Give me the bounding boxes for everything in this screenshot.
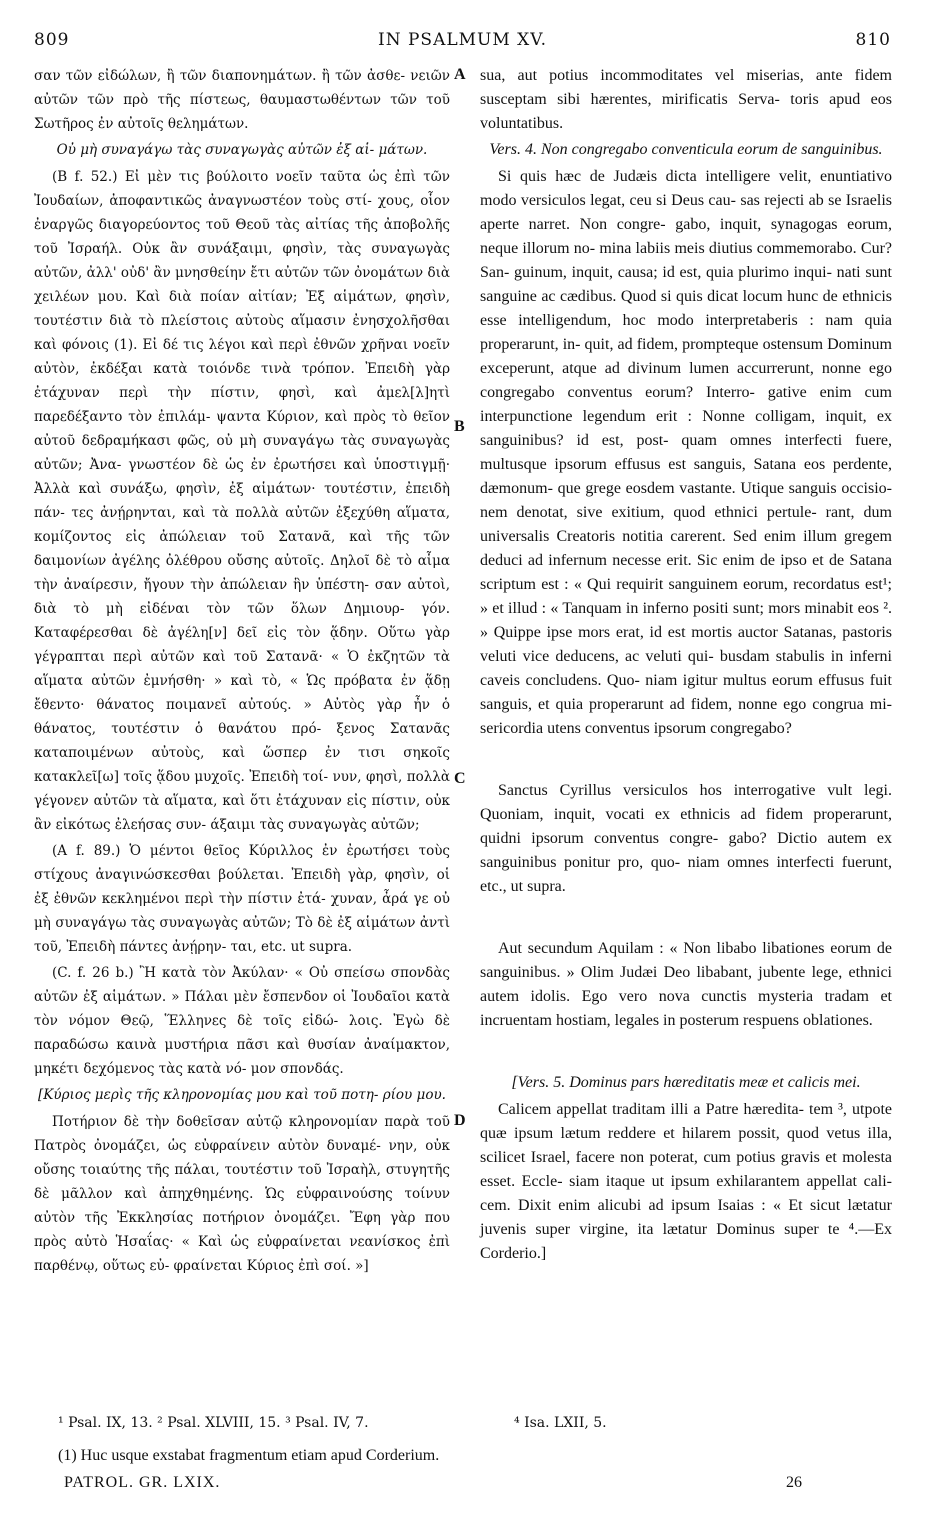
margin-marker-b: B bbox=[454, 418, 465, 435]
margin-marker-c: C bbox=[454, 770, 466, 787]
margin-marker-a: A bbox=[454, 66, 466, 83]
latin-verse-heading: Vers. 4. Non congregabo conventicula eorum de sanguinibus. bbox=[489, 141, 883, 158]
greek-column bbox=[34, 64, 450, 1280]
greek-para-3: (A f. 89.) Ὁ μέντοι θεῖος Κύριλλος ἐν ἐρωτήσει τοὺς στίχους ἀναγινώσκεσθαι βούλεται. Ἐπειδὴ γὰρ, φησὶν, οἱ ἐξ ἐθνῶν κεκλημένοι περὶ τὴν πίστιν ἐτά- χυναν, ἆρά γε οὐ μὴ συναγάγω τὰς συναγωγὰς αὐτῶν; Τὸ δὲ ἐξ αἱμάτων ἀντὶ τοῦ, Ἐπειδὴ πάντες ἀνῄρην- ται, etc. ut supra. bbox=[34, 843, 450, 955]
greek-para-4: (C. f. 26 b.) Ἢ κατὰ τὸν Ἀκύλαν· « Οὐ σπείσω σπονδὰς αὐτῶν ἐξ αἱμάτων. » Πάλαι μὲν ἔσπενδον οἱ Ἰουδαῖοι κατὰ τὸν νόμον Θεῷ, Ἕλληνες δὲ τοῖς εἰδώ- λοις. Ἐγὼ δὲ παραδώσω καινὰ μυστήρια πᾶσι καὶ θυσίαν ἀναίμακτον, μηκέτι δεχόμενος τὰς κατὰ νό- μον σπονδάς. bbox=[34, 965, 450, 1077]
latin-para-3: Sanctus Cyrillus versiculos hos interrogative vult legi. Quoniam, inquit, vocati ex ethnicis ad fidem properarunt, quidni ipsorum conventus congre- gabo? Dictio autem ex sanguinibus ponitur pro, quo- niam omnes interfecti fuerunt, etc., ut supra. bbox=[480, 782, 892, 895]
latin-verse-heading-2: [Vers. 5. Dominus pars hæreditatis meæ et calicis mei. bbox=[511, 1074, 861, 1091]
running-title: IN PSALMUM XV. bbox=[377, 30, 547, 50]
left-page-number: 809 bbox=[34, 30, 70, 50]
latin-para-5: Calicem appellat traditam illi a Patre hæredita- tem ³, utpote quæ ipsum lætum reddere et hilarem possit, quod vetus illa, scilicet Israel, facere non poterat, cum potius gravis et molesta esset. Eccle- siam itaque ut ipsum exhilarantem appellat cali- cem. Dixit enim alicubi ad ipsum Isaias : « Et sicut lætatur juvenis super virgine, ita lætatur Dominus super te ⁴.—Ex Corderio.] bbox=[480, 1101, 892, 1262]
running-header bbox=[34, 30, 891, 56]
footnotes-right: ⁴ Isa. LXII, 5. bbox=[514, 1415, 607, 1431]
signature-number: 26 bbox=[786, 1474, 802, 1491]
greek-para-1: σαν τῶν εἰδώλων, ἢ τῶν διαπονημάτων. ἢ τῶν ἀσθε- νειῶν αὐτῶν τῶν πρὸ τῆς πίστεως, θαυμαστωθέντων τῶν τοῦ Σωτῆρος ἐν αὐτοῖς θελημάτων. bbox=[34, 68, 450, 132]
latin-para-4: Aut secundum Aquilam : « Non libabo libationes eorum de sanguinibus. » Olim Judæi Deo libabant, jubente lege, ethnici autem idolis. Ego vero nova cunctis mysteria tradam et incruentam hostiam, legales in posterum respuens oblationes. bbox=[480, 940, 892, 1029]
latin-para-2: Si quis hæc de Judæis dicta intelligere velit, enuntiativo modo versiculos legat, ceu si Deus cau- sas rejecti ab se Israelis aperte narret. Non congre- gabo, inquit, synagogas eorum, neque illorum no- mina labiis meis diutius commemorabo. Cur? San- guinum, inquit, causa; id est, quia plurimo inqui- nati sunt sanguine ac cædibus. Quod si quis dicat locum hunc de ethnicis esse intelligendum, hoc modo interpretaberis : nam quia properarunt, in- quit, ad fidem, prompteque ostensum Dominum exceperunt, atque ad divinum lumen accurrerunt, nonne ego congregabo conventus eorum? Interro- gative enim cum interpunctione legendum erit : Nonne colligam, inquit, ex sanguinibus? id est, post- quam omnes interfecti fuere, multusque ipsorum effusus est sanguis, Satana eos perdente, dæmonum- que grege eosdem vastante. Utique sanguis occisio- nem denotat, sive exitium, quod ethnici pertule- rant, dum universalis Creatoris notitia carerent. Sed enim illum gregem deduci ad infernum necesse erit. Sic enim de ipso et de Satana scriptum est : « Qui requirit sanguinem eorum, recordatus est¹; » et illud : « Tanquam in inferno positi sunt; mors minabit eos ². » Quippe ipse mors erat, id est mortis auctor Satanas, pastoris veluti vice deducens, ac veluti qui- busdam stabulis in inferni caveis concludens. Quo- niam igitur multus eorum effusus fuit sanguis, et quia properarunt ad fidem, nonne ego congrua mi- sericordia utens conventus ipsorum congregabo? bbox=[480, 168, 892, 737]
greek-para-2: (B f. 52.) Εἰ μὲν τις βούλοιτο νοεῖν ταῦτα ὡς ἐπὶ τῶν Ἰουδαίων, ἀποφαντικῶς ἀναγνωστέον τοὺς στί- χους, οἷον ἐναργῶς διαγορεύοντος τοῦ Θεοῦ τὰς αἰτίας τῆς ἀποβολῆς τοῦ Ἰσραήλ. Οὐκ ἂν συνάξαιμι, φησὶν, τὰς συναγωγὰς αὐτῶν, ἀλλ' οὐδ' ἂν μνησθείην ἔτι αὐτῶν τῶν ὀνομάτων διὰ χειλέων μου. Καὶ διὰ ποίαν αἰτίαν; Ἐξ αἱμάτων, φησὶν, τουτέστιν διὰ τὸ πλείστοις αὐτοὺς αἵμασιν ἐνησχολῆσθαι καὶ φόνοις (1). Εἰ δέ τις λέγοι καὶ περὶ ἐθνῶν χρῆναι νοεῖν αὐτὸν, ἐκδέξαι κατὰ τοιόνδε τινὰ τρόπον. Ἐπειδὴ γὰρ ἐτάχυναν περὶ τὴν πίστιν, φησὶ, καὶ ἀμελ[λ]ητὶ παρεδέξαντο τὸν ἐπιλάμ- ψαντα Κύριον, καὶ πρὸς τὸ θεῖον αὐτοῦ δεδραμήκασι φῶς, οὐ μὴ συναγάγω τὰς συναγωγὰς αὐτῶν; Ἀνα- γνωστέον δὲ ὡς ἐν ἐρωτήσει καὶ ὑποστιγμῇ· Ἀλλὰ καὶ συνάξω, φησὶν, ἐξ αἱμάτων· τουτέστιν, ἐπειδὴ πάν- τες ἀνῄρηνται, καὶ τὰ πολλὰ αὐτῶν ἐξεχύθη αἵματα, κομίζοντος εἰς ἀπώλειαν τοῦ Σατανᾶ, καὶ τῆς τῶν δαιμονίων ἀγέλης ὀλέθρου οὔσης αὐτοῖς. Δηλοῖ δὲ τὸ αἷμα τὴν ἀναίρεσιν, ἤγουν τὴν ἀπώλειαν ἣν ὑπέστη- σαν αὐτοὶ, διὰ τὸ μὴ εἰδέναι τὸν τῶν ὅλων Δημιουρ- γόν. Καταφέρεσθαι δὲ ἀγέλη[ν] δεῖ εἰς τὸν ᾅδην. Οὕτω γὰρ γέγραπται περὶ αὐτῶν καὶ τοῦ Σατανᾶ· « Ὁ ἐκζητῶν τὰ αἵματα αὐτῶν ἐμνήσθη· » καὶ τὸ, « Ὡς πρόβατα ἐν ᾅδῃ ἔθεντο· θάνατος ποιμανεῖ αὐτούς. » Αὐτὸς γὰρ ἦν ὁ θάνατος, τουτέστιν ὁ θανάτου πρό- ξενος Σατανᾶς καταποιμένων αὐτοὺς, καὶ ὥσπερ ἐν τισι σηκοῖς κατακλεῖ[ω] τοῖς ᾅδου μυχοῖς. Ἐπειδὴ τοί- νυν, φησὶ, πολλὰ γέγονεν αὐτῶν τὰ αἵματα, καὶ ὅτι ἐτάχυναν εἰς πίστιν, οὐκ ἂν εἰκότως ἐλεήσας συν- άξαιμι τὰς συναγωγὰς αὐτῶν; bbox=[34, 169, 450, 833]
editor-note: (1) Huc usque exstabat fragmentum etiam apud Corderium. bbox=[58, 1447, 440, 1464]
margin-marker-d: D bbox=[454, 1112, 466, 1129]
footnotes-left: ¹ Psal. IX, 13. ² Psal. XLVIII, 15. ³ Psal. IV, 7. bbox=[58, 1415, 369, 1431]
series-label: PATROL. GR. LXIX. bbox=[64, 1474, 221, 1491]
greek-para-5: Ποτήριον δὲ τὴν δοθεῖσαν αὐτῷ κληρονομίαν παρὰ τοῦ Πατρὸς ὀνομάζει, ὡς εὐφραίνειν αὐτὸν δυναμέ- νην, οὐκ οὔσης τοιαύτης τῆς πάλαι, τουτέστιν τοῦ Ἰσραὴλ, στυγητῆς δὲ μᾶλλον καὶ ἀπηχθημένης. Ὡς εὐφραινούσης τοίνυν αὐτὸν τῆς Ἐκκλησίας ποτήριον ὀνομάζει. Ἔφη γὰρ που πρὸς αὐτὸ Ἡσαΐας· « Καὶ ὡς εὐφραίνεται νεανίσκος ἐπὶ παρθένῳ, οὕτως εὐ- φραίνεται Κύριος ἐπὶ σοί. »] bbox=[34, 1114, 450, 1274]
greek-verse-heading-2: [Κύριος μερὶς τῆς κληρονομίας μου καὶ τοῦ ποτη- ρίου μου. bbox=[38, 1087, 446, 1103]
latin-para-1: sua, aut potius incommoditates vel miserias, ante fidem susceptam sibi hærentes, mirificatis Serva- toris apud eos voluntatibus. bbox=[480, 67, 892, 132]
right-page-number: 810 bbox=[855, 30, 891, 50]
latin-column bbox=[480, 64, 892, 1268]
greek-verse-heading: Οὐ μὴ συναγάγω τὰς συναγωγὰς αὐτῶν ἐξ αἱ- μάτων. bbox=[56, 142, 428, 158]
